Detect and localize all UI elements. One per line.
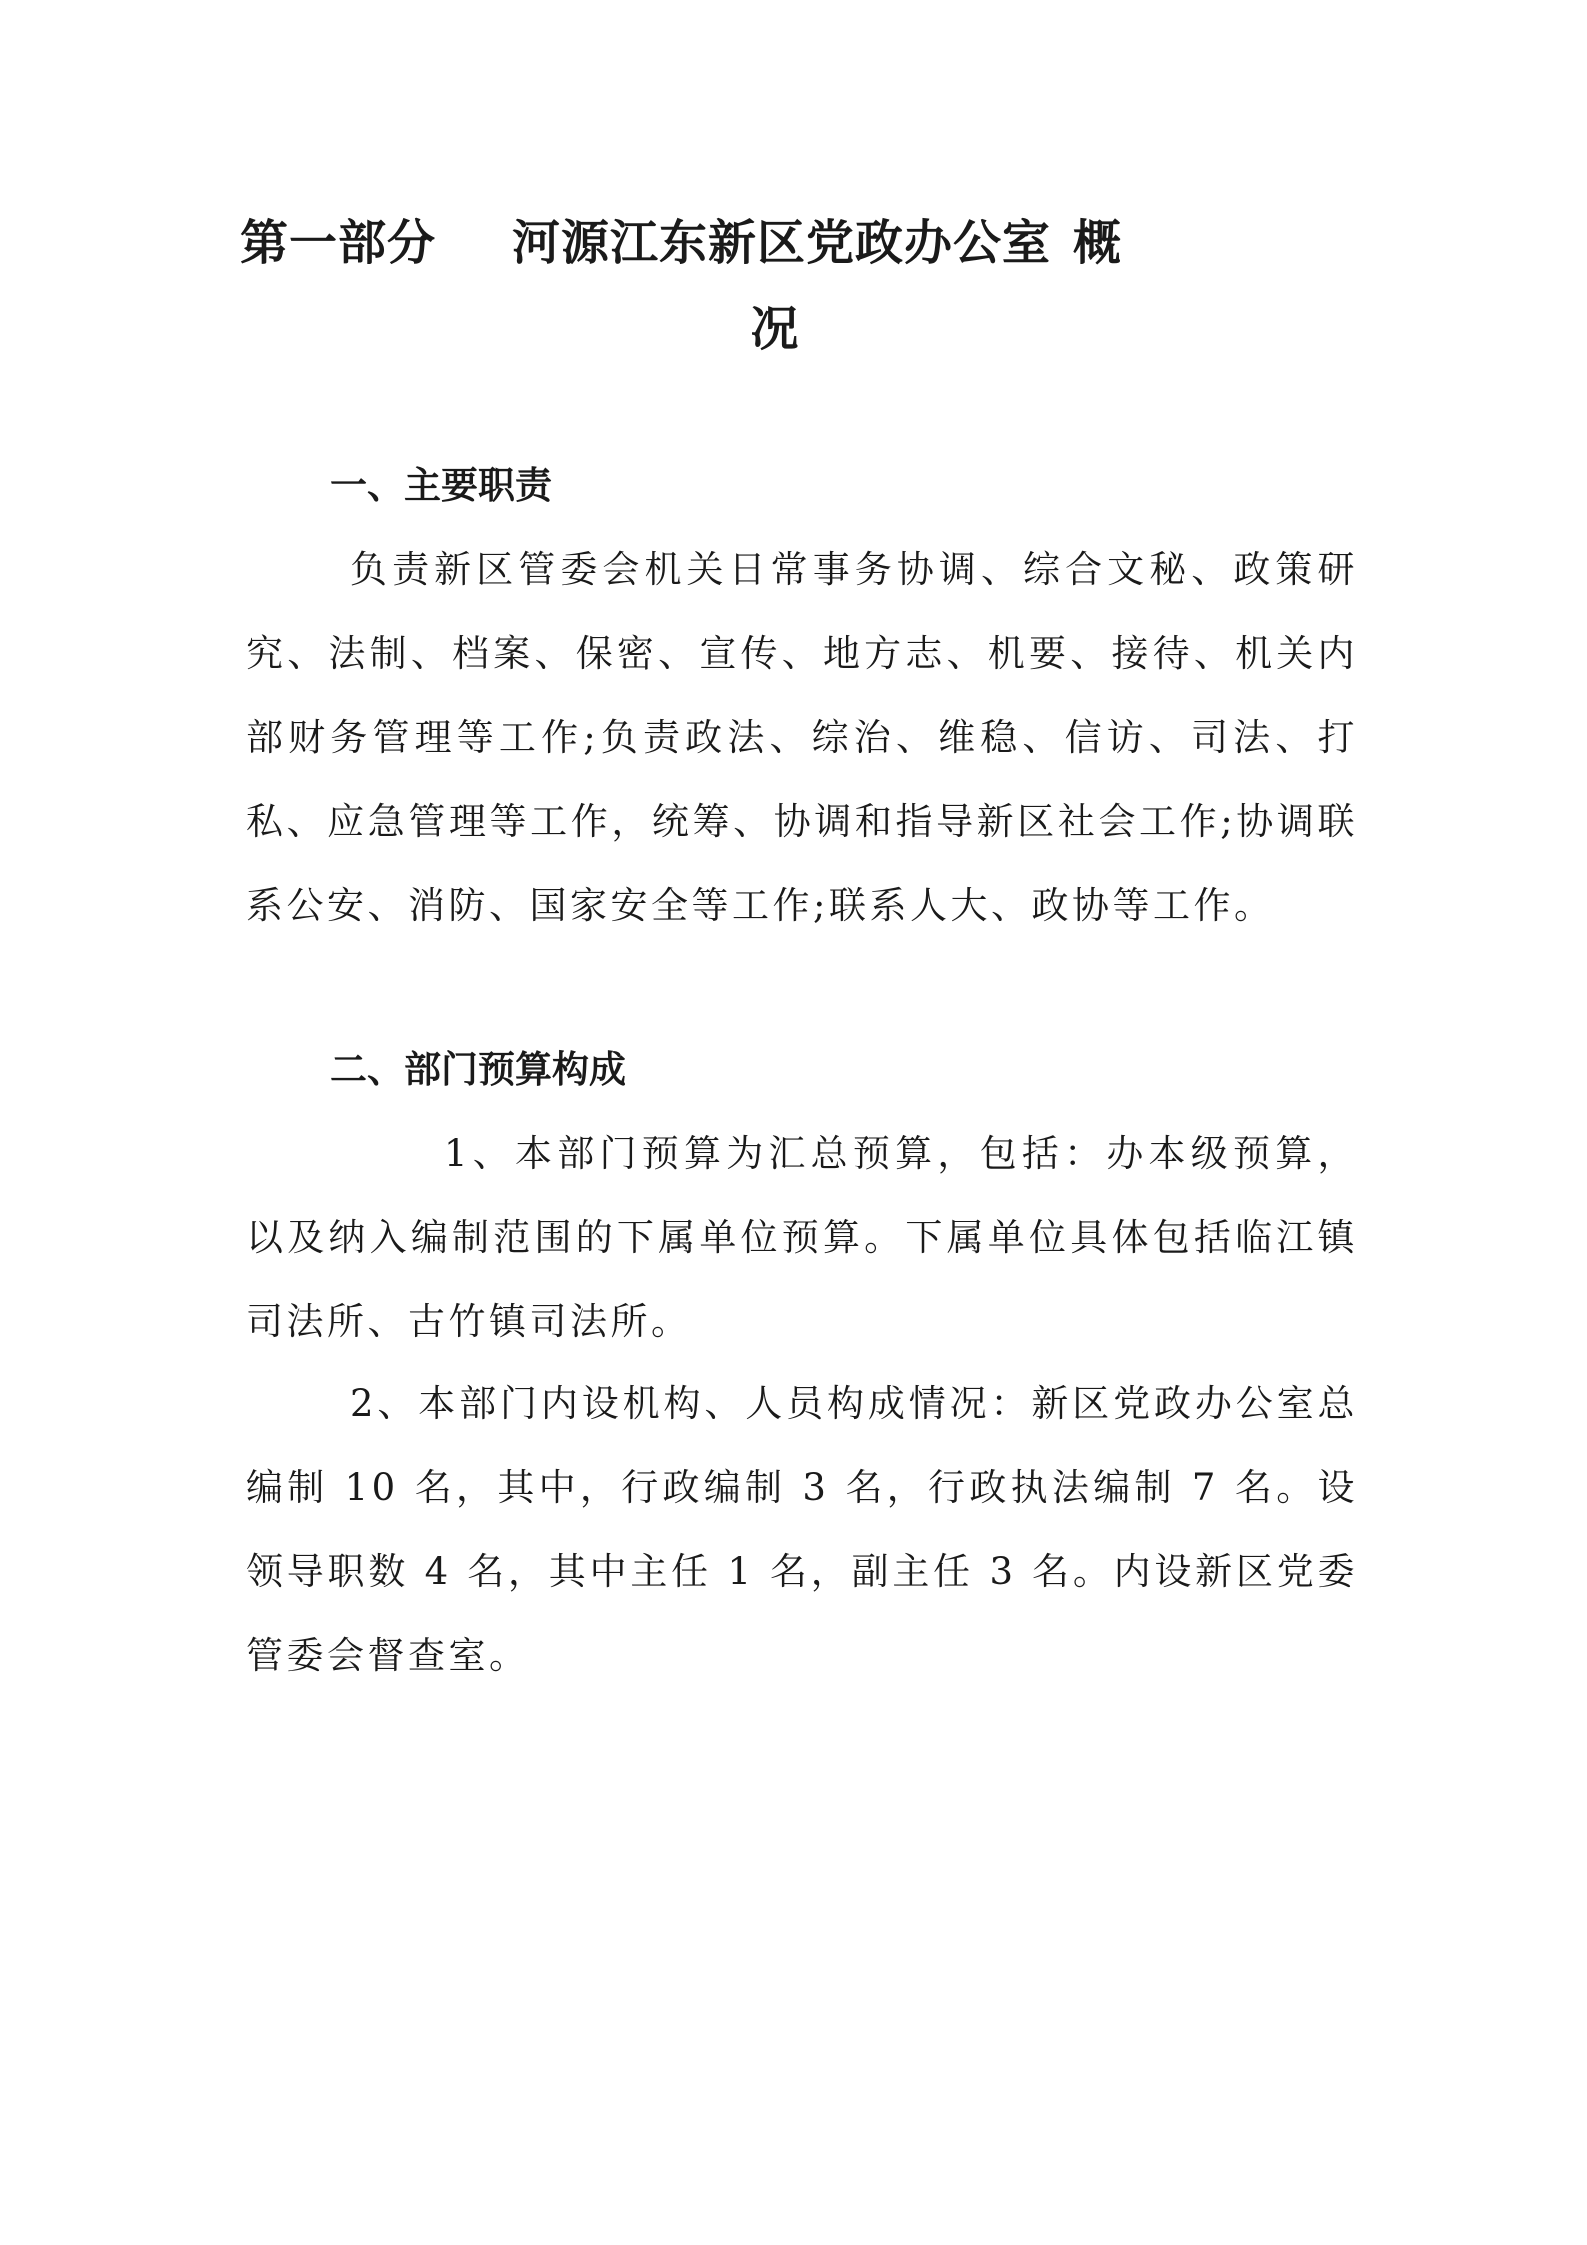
title-suffix-1: 概: [1073, 215, 1123, 271]
title-suffix-2: 况: [750, 301, 800, 357]
title-part: 第一部分: [240, 215, 437, 271]
budget-paragraph-2: [246, 1362, 1358, 1698]
title-line-1: [240, 200, 1350, 286]
budget-text-1: 1、本部门预算为汇总预算，包括：办本级预算，以及纳入编制范围的下属单位预算。下属单位具体包括临江镇司法所、古竹镇司法所。: [246, 1132, 1358, 1343]
budget-paragraph-1: [246, 1112, 1358, 1364]
title-name: 河源江东新区党政办公室: [512, 215, 1052, 271]
responsibilities-paragraph: [246, 528, 1358, 948]
section-heading-responsibilities: 一、主要职责: [330, 464, 552, 507]
page-title: [240, 200, 1350, 372]
section-heading-budget: 二、部门预算构成: [330, 1048, 626, 1091]
title-line-2: [240, 286, 1350, 372]
responsibilities-text: 负责新区管委会机关日常事务协调、综合文秘、政策研究、法制、档案、保密、宣传、地方志、机要、接待、机关内部财务管理等工作;负责政法、综治、维稳、信访、司法、打私、应急管理等工作，统筹、协调和指导新区社会工作;协调联系公安、消防、国家安全等工作;联系人大、政协等工作。: [246, 548, 1358, 927]
budget-text-2: 2、本部门内设机构、人员构成情况：新区党政办公室总编制 10 名，其中，行政编制 3 名，行政执法编制 7 名。设领导职数 4 名，其中主任 1 名，副主任 3 名。内设新区党委管委会督查室。: [246, 1382, 1359, 1677]
